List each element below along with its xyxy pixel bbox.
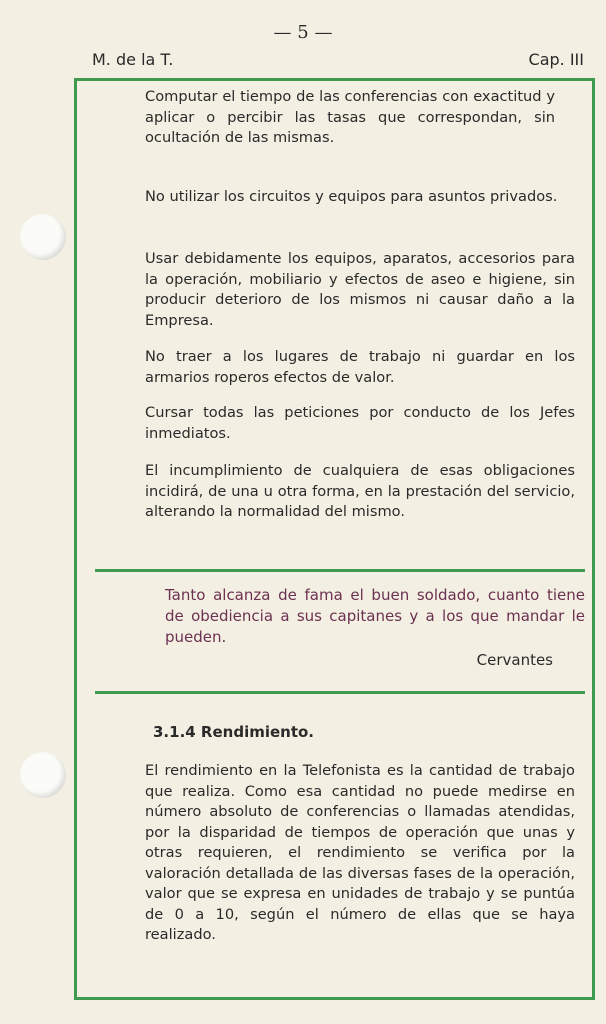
section-title: 3.1.4 Rendimiento. [153,723,315,741]
epigraph-quote: Tanto alcanza de fama el buen soldado, cuanto tiene de obediencia a sus capitanes y a los que mandar le pueden. [165,586,585,646]
paragraph-text: No traer a los lugares de trabajo ni guardar en los armarios roperos efectos de valor. [145,348,575,386]
content-frame [74,78,595,1000]
paragraph-text: Cursar todas las peticiones por conducto de los Jefes inmediatos. [145,404,575,442]
paragraph [145,249,575,331]
paragraph [145,403,575,444]
running-header-right: Cap. III [528,50,584,69]
divider [95,569,585,572]
paragraph [145,187,575,208]
paragraph-text: Computar el tiempo de las conferencias con exactitud y aplicar o percibir las tasas que correspondan, sin ocultación de las mismas. [145,88,555,146]
punch-hole [20,214,66,260]
paragraph [145,347,575,388]
running-header-left: M. de la T. [92,50,174,69]
section-body-text: El rendimiento en la Telefonista es la cantidad de trabajo que realiza. Como esa cantidad no puede medirse en número absoluto de conferencias o llamadas atendidas, por la disparidad de tiempos de operación que unas y otras requieren, el rendimiento se verifica por la valoración detallada de las diversas fases de la operación, valor que se expresa en unidades de trabajo y se puntúa de 0 a 10, según el número de ellas que se haya realizado. [145,762,575,943]
paragraph-text: El incumplimiento de cualquiera de esas obligaciones incidirá, de una u otra forma, en la prestación del servicio, alterando la normalidad del mismo. [145,462,575,520]
paragraph-text: No utilizar los circuitos y equipos para asuntos privados. [145,188,558,205]
section-body [145,761,575,946]
divider [95,691,585,694]
paragraph [145,461,575,523]
epigraph-author: Cervantes [476,651,553,669]
paragraph [145,87,555,149]
punch-hole [20,752,66,798]
paragraph-text: Usar debidamente los equipos, aparatos, accesorios para la operación, mobiliario y efectos de aseo e higiene, sin producir deterioro de los mismos ni causar daño a la Empresa. [145,250,575,329]
page-number: — 5 — [273,22,333,43]
